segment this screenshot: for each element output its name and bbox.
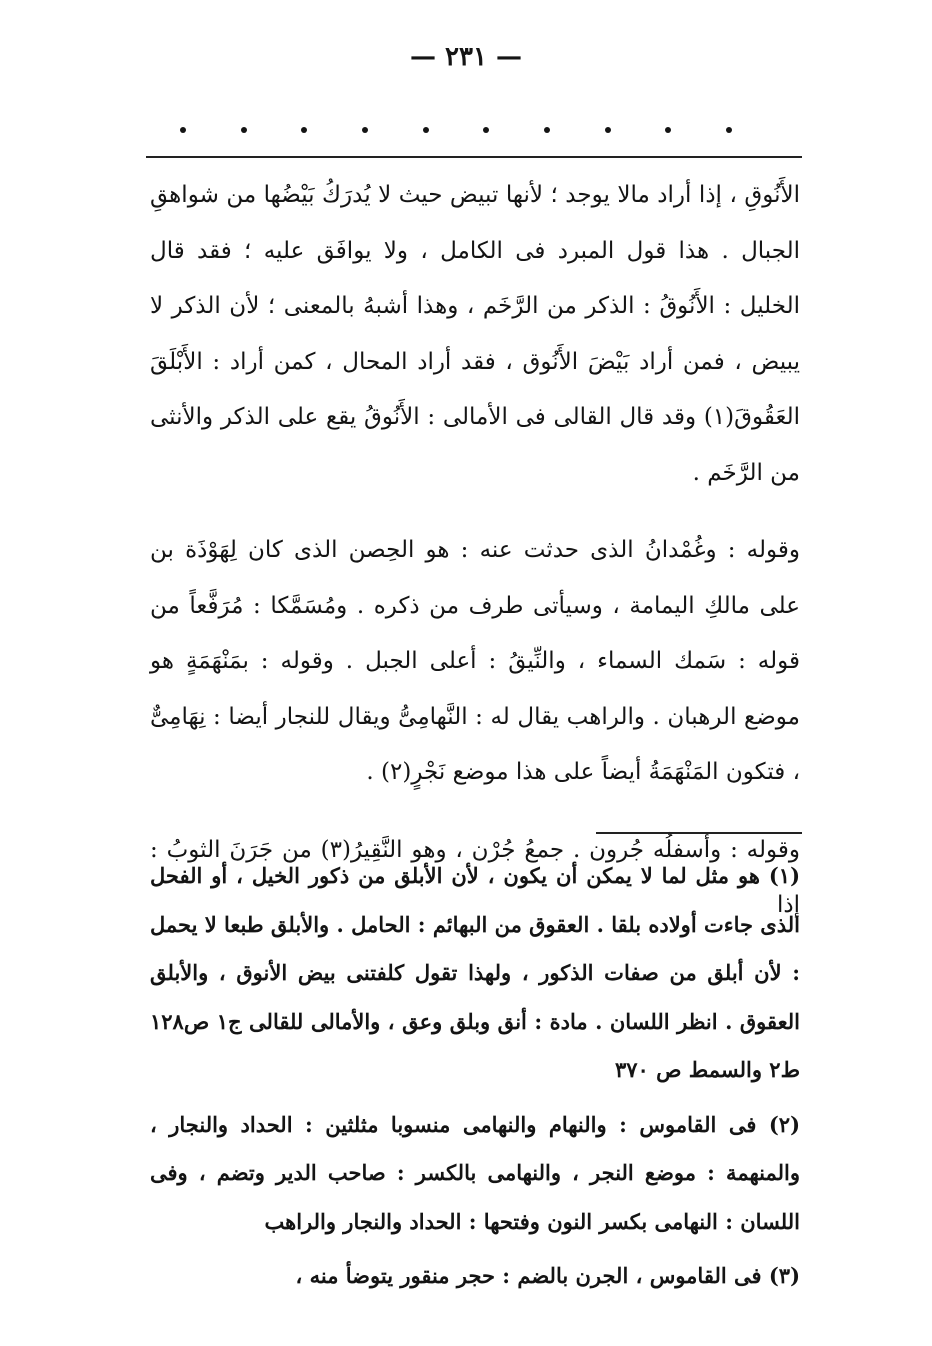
ornament-dot — [483, 127, 489, 133]
ornament-dot — [665, 127, 671, 133]
body-paragraph: الأَنُوقِ ، إذا أراد مالا يوجد ؛ لأنها تبيض حيث لا يُدرَكُ بَيْضُها من شواهقِ الجبال . هذا قول المبرد فى الكامل ، ولا يوافَق عليه ؛ فقد قال الخليل : الأَنُوقُ : الذكر من الرَّخَم ، وهذا أشبهُ بالمعنى ؛ لأن الذكر لا يبيض ، فمن أراد بَيْضَ الأَنُوق ، فقد أراد المحال ، كمن أراد : الأَبْلَقَ العَقُوقَ(١) وقد قال القالى فى الأمالى : الأَنُوقُ يقع على الذكر والأنثى من الرَّخَم . — [150, 182, 800, 486]
body-paragraph: وقوله : وأسفلُه جُرون . جمعُ جُرْن ، وهو النَّقِيرُ(٣) من جَرَنَ الثوبُ : إذا — [150, 836, 800, 918]
ornament-dot — [301, 127, 307, 133]
ornament-dot — [362, 127, 368, 133]
body-paragraph: وقوله : وغُمْدانُ الذى حدثت عنه : هو الحِصن الذى كان لِهَوْذَة بن على مالكِ اليمامة ، وسيأتى طرف من ذكره . ومُسَمَّكا : مُرَفَّعاً من قوله : سَمك السماء ، والنِّيقُ : أعلى الجبل . وقوله : بمَنْهَمَةٍ هو موضع الرهبان . والراهب يقال له : النَّهامِىُّ ويقال للنجار أيضا : نِهَامِىٌّ ، فتكون المَنْهَمَةُ أيضاً على هذا موضع نَجْرٍ(٢) . — [150, 537, 800, 785]
ornament-dot — [605, 127, 611, 133]
ornament-dot — [180, 127, 186, 133]
page-number: — ٢٣١ — — [409, 42, 523, 72]
ornament-dot — [241, 127, 247, 133]
footnote: (٣) فى القاموس ، الجرن بالضم : حجر منقور يتوضأ منه ، — [295, 1263, 800, 1288]
footnote-divider — [596, 832, 802, 834]
footnote: (٢) فى القاموس : والنهام والنهامى منسوبا مثلثين : الحداد والنجار ، والمنهمة : موضع النجر ، والنهامى بالكسر : صاحب الدير وتضم ، وفى اللسان : النهامى بكسر النون وفتحها : الحداد والنجار والراهب — [150, 1111, 800, 1234]
footnote: (١) هو مثل لما لا يمكن أن يكون ، لأن الأبلق من ذكور الخيل ، أو الفحل الذى جاءت أولاده بلقا . العقوق من البهائم : الحامل . والأبلق طبعا لا يحمل : لأن أبلق من صفات الذكور ، ولهذا تقول كلفتنى بيض الأنوق ، والأبلق العقوق . انظر اللسان . مادة : أنق وبلق وعق ، والأمالى للقالى ج١ ص١٢٨ ط٢ والسمط ص ٣٧٠ — [149, 863, 801, 1082]
ornament-dot — [423, 127, 429, 133]
header-divider — [146, 156, 802, 158]
main-text — [150, 168, 800, 934]
footnotes — [150, 852, 800, 1301]
ornament-dots — [180, 120, 732, 140]
ornament-dot — [726, 127, 732, 133]
ornament-dot — [544, 127, 550, 133]
